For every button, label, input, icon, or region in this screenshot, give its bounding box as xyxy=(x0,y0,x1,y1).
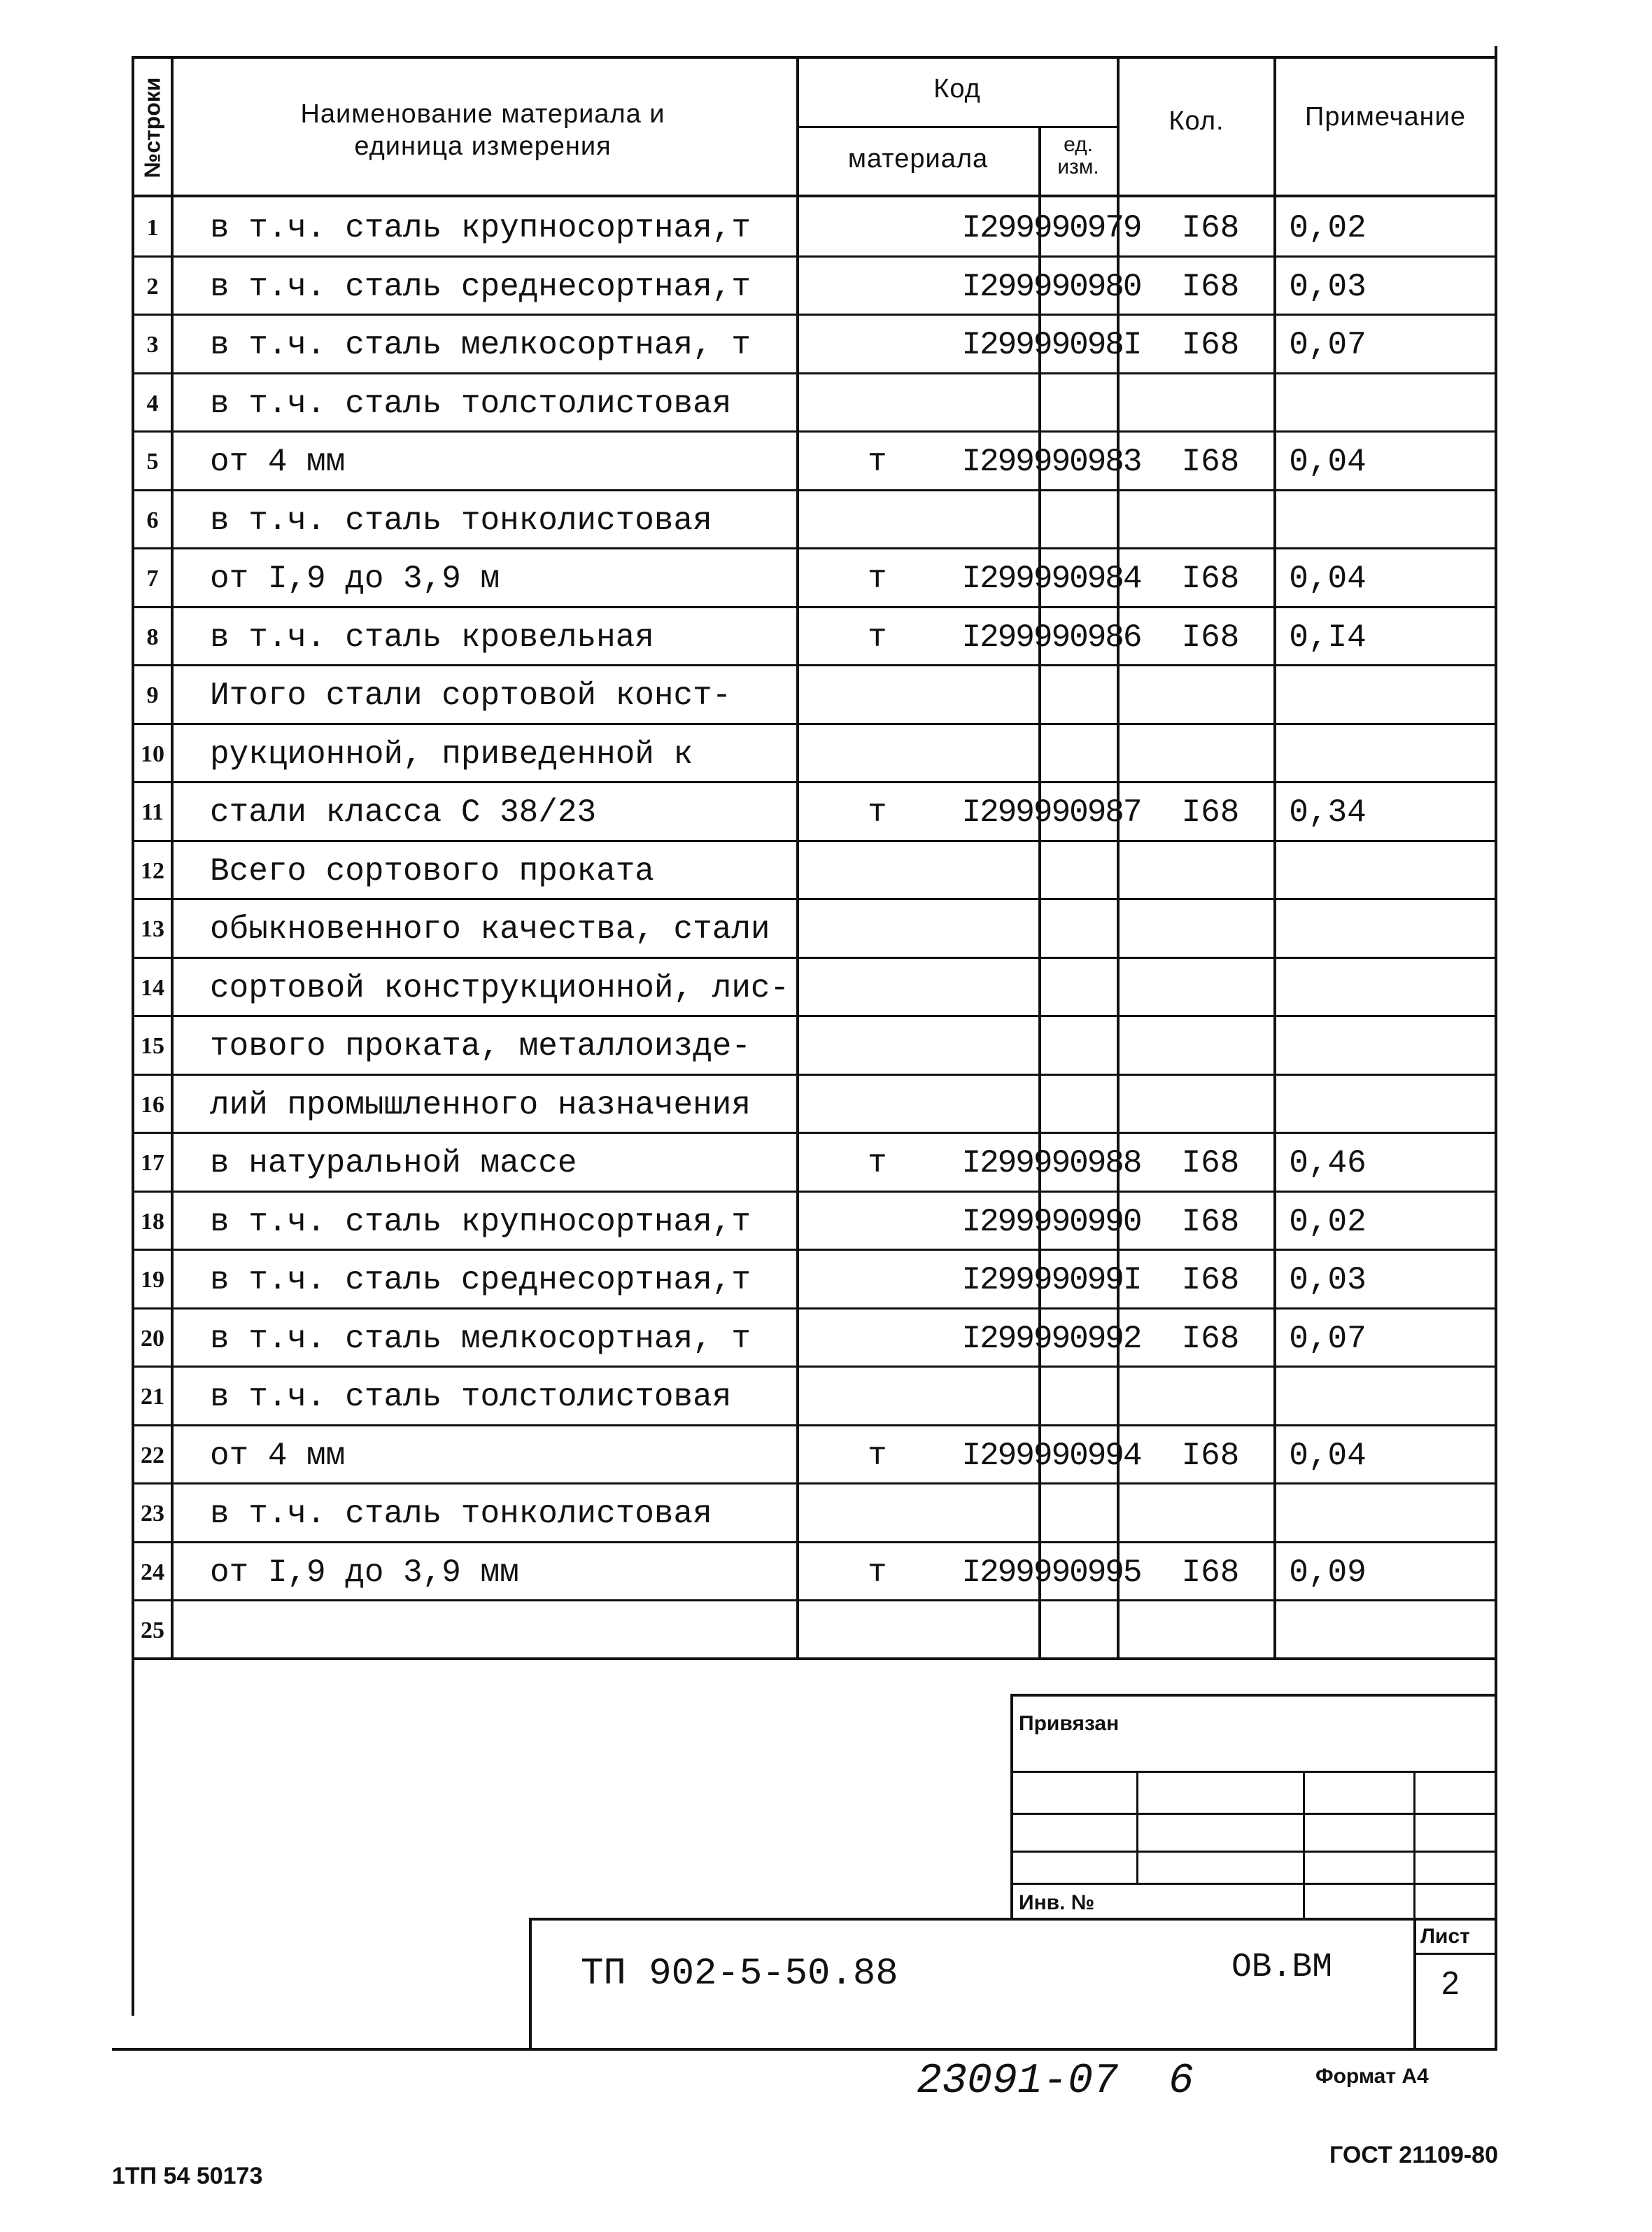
quantity: 0,09 xyxy=(1289,1554,1367,1591)
unit-letter: т xyxy=(868,619,887,656)
row-number: 24 xyxy=(141,1559,164,1585)
material-name: в т.ч. сталь толстолистовая xyxy=(210,385,732,422)
table-row xyxy=(133,1076,1497,1135)
row-number: 11 xyxy=(141,799,164,825)
quantity: 0,02 xyxy=(1289,1203,1367,1240)
row-number: 16 xyxy=(141,1091,164,1118)
material-code xyxy=(931,1601,1172,1660)
unit-code: I68 xyxy=(1181,619,1240,656)
note-cell xyxy=(1406,1193,1620,1251)
material-name: в т.ч. сталь мелкосортная, т xyxy=(210,1320,751,1357)
unit-code: I68 xyxy=(1181,444,1240,480)
header-code-divider xyxy=(796,126,1117,128)
table-row xyxy=(133,900,1497,959)
quantity xyxy=(1249,666,1406,725)
unit-letter: т xyxy=(868,1437,887,1474)
stamp-line-2 xyxy=(1010,1813,1495,1815)
material-code xyxy=(931,666,1172,725)
note-cell xyxy=(1406,842,1620,901)
quantity: 0,I4 xyxy=(1289,619,1367,656)
table-row xyxy=(133,491,1497,550)
note-cell xyxy=(1406,725,1620,784)
unit-code: I68 xyxy=(1181,561,1240,597)
material-name: рукционной, приведенной к xyxy=(210,736,693,773)
material-code xyxy=(931,1368,1172,1426)
header-code-unit-1: ед. xyxy=(1064,133,1093,156)
note-cell xyxy=(1406,900,1620,959)
unit-code: I68 xyxy=(1181,327,1240,363)
quantity: 0,04 xyxy=(1289,561,1367,597)
header-note: Примечание xyxy=(1305,102,1466,132)
row-number: 4 xyxy=(146,390,159,416)
gost-label: ГОСТ 21109-80 xyxy=(1329,2142,1499,2168)
quantity xyxy=(1249,842,1406,901)
quantity: 0,02 xyxy=(1289,210,1367,246)
table-row xyxy=(133,258,1497,316)
table-row xyxy=(133,374,1497,433)
left-code: 1ТП 54 50173 xyxy=(112,2163,263,2189)
frame-bottom xyxy=(112,2048,1497,2051)
row-number: 17 xyxy=(141,1150,164,1176)
unit-code xyxy=(1172,842,1249,901)
unit-letter: т xyxy=(868,444,887,480)
unit-code xyxy=(1172,725,1249,784)
table-row xyxy=(133,1543,1497,1602)
row-number: 25 xyxy=(141,1617,164,1643)
row-number: 23 xyxy=(141,1501,164,1526)
material-name: от 4 мм xyxy=(210,444,346,480)
quantity: 0,04 xyxy=(1289,444,1367,480)
material-code: I299990992 xyxy=(961,1320,1141,1357)
note-cell xyxy=(1406,316,1620,374)
material-name: в т.ч. сталь тонколистовая xyxy=(210,502,712,539)
material-code: I299990984 xyxy=(961,561,1141,597)
material-name: в т.ч. сталь толстолистовая xyxy=(210,1379,732,1415)
table-row xyxy=(133,1426,1497,1485)
table-row xyxy=(133,433,1497,491)
material-name: в т.ч. сталь кровельная xyxy=(210,619,654,656)
note-cell xyxy=(1406,258,1620,316)
stamp-vsep-2 xyxy=(1303,1771,1305,1918)
row-number: 18 xyxy=(141,1208,164,1235)
material-code: I299990994 xyxy=(961,1437,1141,1474)
material-name: в т.ч. сталь среднесортная,т xyxy=(210,1262,751,1298)
material-name: Итого стали сортовой конст- xyxy=(210,678,732,714)
row-number: 22 xyxy=(141,1442,164,1468)
material-code xyxy=(931,374,1172,433)
note-cell xyxy=(1406,1601,1620,1660)
stamp-line-1 xyxy=(1010,1771,1495,1773)
material-name: в натуральной массе xyxy=(210,1145,577,1181)
row-number: 5 xyxy=(146,449,159,475)
material-code: I299990988 xyxy=(961,1145,1141,1181)
material-code: I299990986 xyxy=(961,619,1141,656)
header-row-no: №строки xyxy=(139,77,165,178)
note-cell xyxy=(1406,1251,1620,1310)
material-code xyxy=(931,842,1172,901)
table-row xyxy=(133,549,1497,608)
unit-letter: т xyxy=(868,561,887,597)
unit-code: I68 xyxy=(1181,1554,1240,1591)
material-name: от I,9 до 3,9 мм xyxy=(210,1554,519,1591)
row-number: 21 xyxy=(141,1384,164,1410)
unit-code: I68 xyxy=(1181,268,1240,305)
material-name: Всего сортового проката xyxy=(210,852,654,890)
material-code xyxy=(931,1485,1172,1543)
table-row xyxy=(133,959,1497,1018)
quantity: 0,07 xyxy=(1289,1320,1367,1357)
material-code xyxy=(931,959,1172,1018)
quantity: 0,07 xyxy=(1289,327,1367,363)
handwritten-number: 23091-07 6 xyxy=(917,2058,1194,2105)
row-number: 13 xyxy=(141,916,164,942)
material-code: I29999098I xyxy=(961,327,1141,363)
note-cell xyxy=(1406,491,1620,550)
table-row xyxy=(133,608,1497,667)
row-number: 10 xyxy=(141,741,164,767)
material-name: тового проката, металлоизде- xyxy=(210,1028,751,1065)
stamp-vsep-3 xyxy=(1413,1771,1416,1918)
doc-box-left xyxy=(529,1918,532,2048)
table-row xyxy=(133,1134,1497,1193)
material-code: I299990995 xyxy=(961,1554,1141,1591)
row-number: 9 xyxy=(146,682,159,708)
unit-code: I68 xyxy=(1181,1203,1240,1240)
material-code: I299990987 xyxy=(961,794,1141,831)
quantity xyxy=(1249,1601,1406,1660)
sheet-label: Лист xyxy=(1420,1925,1470,1948)
unit-code xyxy=(1172,1368,1249,1426)
header-code: Код xyxy=(933,74,981,104)
header-code-unit-2: изм. xyxy=(1057,155,1099,178)
table-row xyxy=(133,1310,1497,1368)
table-row xyxy=(133,1251,1497,1310)
row-number: 1 xyxy=(146,215,159,241)
row-number: 15 xyxy=(141,1033,164,1059)
material-name: в т.ч. сталь крупносортная,т xyxy=(210,210,751,246)
material-code xyxy=(931,900,1172,959)
unit-code xyxy=(1172,1076,1249,1135)
note-cell xyxy=(1406,1076,1620,1135)
quantity: 0,46 xyxy=(1289,1145,1367,1181)
table-row xyxy=(133,666,1497,725)
row-number: 6 xyxy=(146,507,159,533)
quantity xyxy=(1249,1076,1406,1135)
header-name-line2: единица измерения xyxy=(354,132,612,161)
note-cell xyxy=(1406,199,1620,258)
material-name: стали класса С 38/23 xyxy=(210,794,597,831)
quantity: 0,34 xyxy=(1289,794,1367,831)
note-cell xyxy=(1406,1017,1620,1076)
material-name: от 4 мм xyxy=(210,1437,346,1474)
doc-mark: ОВ.ВМ xyxy=(1231,1949,1333,1986)
unit-code xyxy=(1172,491,1249,550)
table-row xyxy=(133,783,1497,842)
header-qty-label: Кол. xyxy=(1169,106,1224,136)
unit-code xyxy=(1172,900,1249,959)
row-number: 20 xyxy=(141,1325,164,1352)
row-number: 8 xyxy=(146,624,159,650)
note-cell xyxy=(1406,608,1620,667)
table-row xyxy=(133,725,1497,784)
stamp-top xyxy=(1010,1694,1495,1697)
table-row xyxy=(133,1193,1497,1251)
unit-letter: т xyxy=(868,794,887,831)
table-row xyxy=(133,842,1497,901)
row-number: 3 xyxy=(146,332,159,358)
unit-code: I68 xyxy=(1181,794,1240,831)
material-code xyxy=(931,725,1172,784)
header-bottom xyxy=(132,195,1497,197)
quantity: 0,04 xyxy=(1289,1437,1367,1474)
material-name: лий промышленного назначения xyxy=(210,1086,751,1123)
unit-letter: т xyxy=(868,1554,887,1591)
note-cell xyxy=(1406,1426,1620,1485)
quantity xyxy=(1249,725,1406,784)
note-cell xyxy=(1406,959,1620,1018)
material-code xyxy=(931,1076,1172,1135)
header-name-line1: Наименование материала и xyxy=(300,99,665,129)
quantity xyxy=(1249,900,1406,959)
table-row xyxy=(133,1368,1497,1426)
material-code: I299990979 xyxy=(961,210,1141,246)
table-row xyxy=(133,1017,1497,1076)
stamp-inv-no: Инв. № xyxy=(1019,1891,1095,1914)
quantity xyxy=(1249,1017,1406,1076)
unit-code xyxy=(1172,1485,1249,1543)
material-code xyxy=(931,1017,1172,1076)
material-name: в т.ч. сталь тонколистовая xyxy=(210,1496,712,1532)
quantity xyxy=(1249,1368,1406,1426)
quantity xyxy=(1249,1485,1406,1543)
material-name: в т.ч. сталь среднесортная,т xyxy=(210,268,751,305)
material-name: в т.ч. сталь мелкосортная, т xyxy=(210,327,751,363)
unit-code: I68 xyxy=(1181,1437,1240,1474)
doc-box-sheet-sep xyxy=(1413,1918,1416,2048)
unit-code: I68 xyxy=(1181,1145,1240,1181)
header-code-material: материала xyxy=(847,144,989,174)
row-number: 12 xyxy=(141,857,164,884)
note-cell xyxy=(1406,1310,1620,1368)
format-label: Формат А4 xyxy=(1315,2065,1429,2088)
note-cell xyxy=(1406,1368,1620,1426)
note-cell xyxy=(1406,433,1620,491)
stamp-vsep-1 xyxy=(1136,1771,1138,1883)
material-code: I29999099I xyxy=(961,1262,1141,1298)
unit-code: I68 xyxy=(1181,210,1240,246)
quantity: 0,03 xyxy=(1289,1262,1367,1298)
row-number: 2 xyxy=(146,273,159,300)
material-name: от I,9 до 3,9 м xyxy=(210,561,500,597)
note-cell xyxy=(1406,1134,1620,1193)
material-code: I299990983 xyxy=(961,444,1141,480)
note-cell xyxy=(1406,1485,1620,1543)
table-row xyxy=(133,1485,1497,1543)
note-cell xyxy=(1406,1543,1620,1602)
stamp-line-3 xyxy=(1010,1851,1495,1853)
material-code: I299990990 xyxy=(961,1203,1141,1240)
row-divider xyxy=(133,1658,1496,1660)
note-cell xyxy=(1406,374,1620,433)
quantity xyxy=(1249,374,1406,433)
sheet-label-line xyxy=(1413,1953,1496,1955)
table-row xyxy=(133,316,1497,374)
unit-code xyxy=(1172,1601,1249,1660)
stamp-attached: Привязан xyxy=(1019,1712,1120,1735)
material-code: I299990980 xyxy=(961,268,1141,305)
unit-letter: т xyxy=(868,1145,887,1181)
unit-code: I68 xyxy=(1181,1320,1240,1357)
row-number: 14 xyxy=(141,974,164,1001)
table-row xyxy=(133,199,1497,258)
note-cell xyxy=(1406,666,1620,725)
row-number: 19 xyxy=(141,1267,164,1293)
material-code xyxy=(931,491,1172,550)
unit-code xyxy=(1172,959,1249,1018)
note-cell xyxy=(1406,549,1620,608)
note-cell xyxy=(1406,783,1620,842)
material-name: сортовой конструкционной, лис- xyxy=(210,969,790,1006)
unit-code xyxy=(1172,374,1249,433)
unit-code: I68 xyxy=(1181,1262,1240,1298)
quantity xyxy=(1249,959,1406,1018)
quantity xyxy=(1249,491,1406,550)
frame-top xyxy=(132,56,1497,59)
material-name: обыкновенного качества, стали xyxy=(210,911,770,948)
material-name: в т.ч. сталь крупносортная,т xyxy=(210,1203,751,1240)
stamp-line-4 xyxy=(1010,1883,1495,1885)
table-row xyxy=(133,1601,1497,1660)
unit-code xyxy=(1172,666,1249,725)
unit-code xyxy=(1172,1017,1249,1076)
doc-box-top xyxy=(529,1918,1497,1921)
row-number: 7 xyxy=(146,566,159,591)
material-name xyxy=(210,1601,896,1660)
quantity: 0,03 xyxy=(1289,268,1367,305)
sheet-number: 2 xyxy=(1441,1965,1460,2001)
doc-number: ТП 902-5-50.88 xyxy=(581,1953,898,1995)
